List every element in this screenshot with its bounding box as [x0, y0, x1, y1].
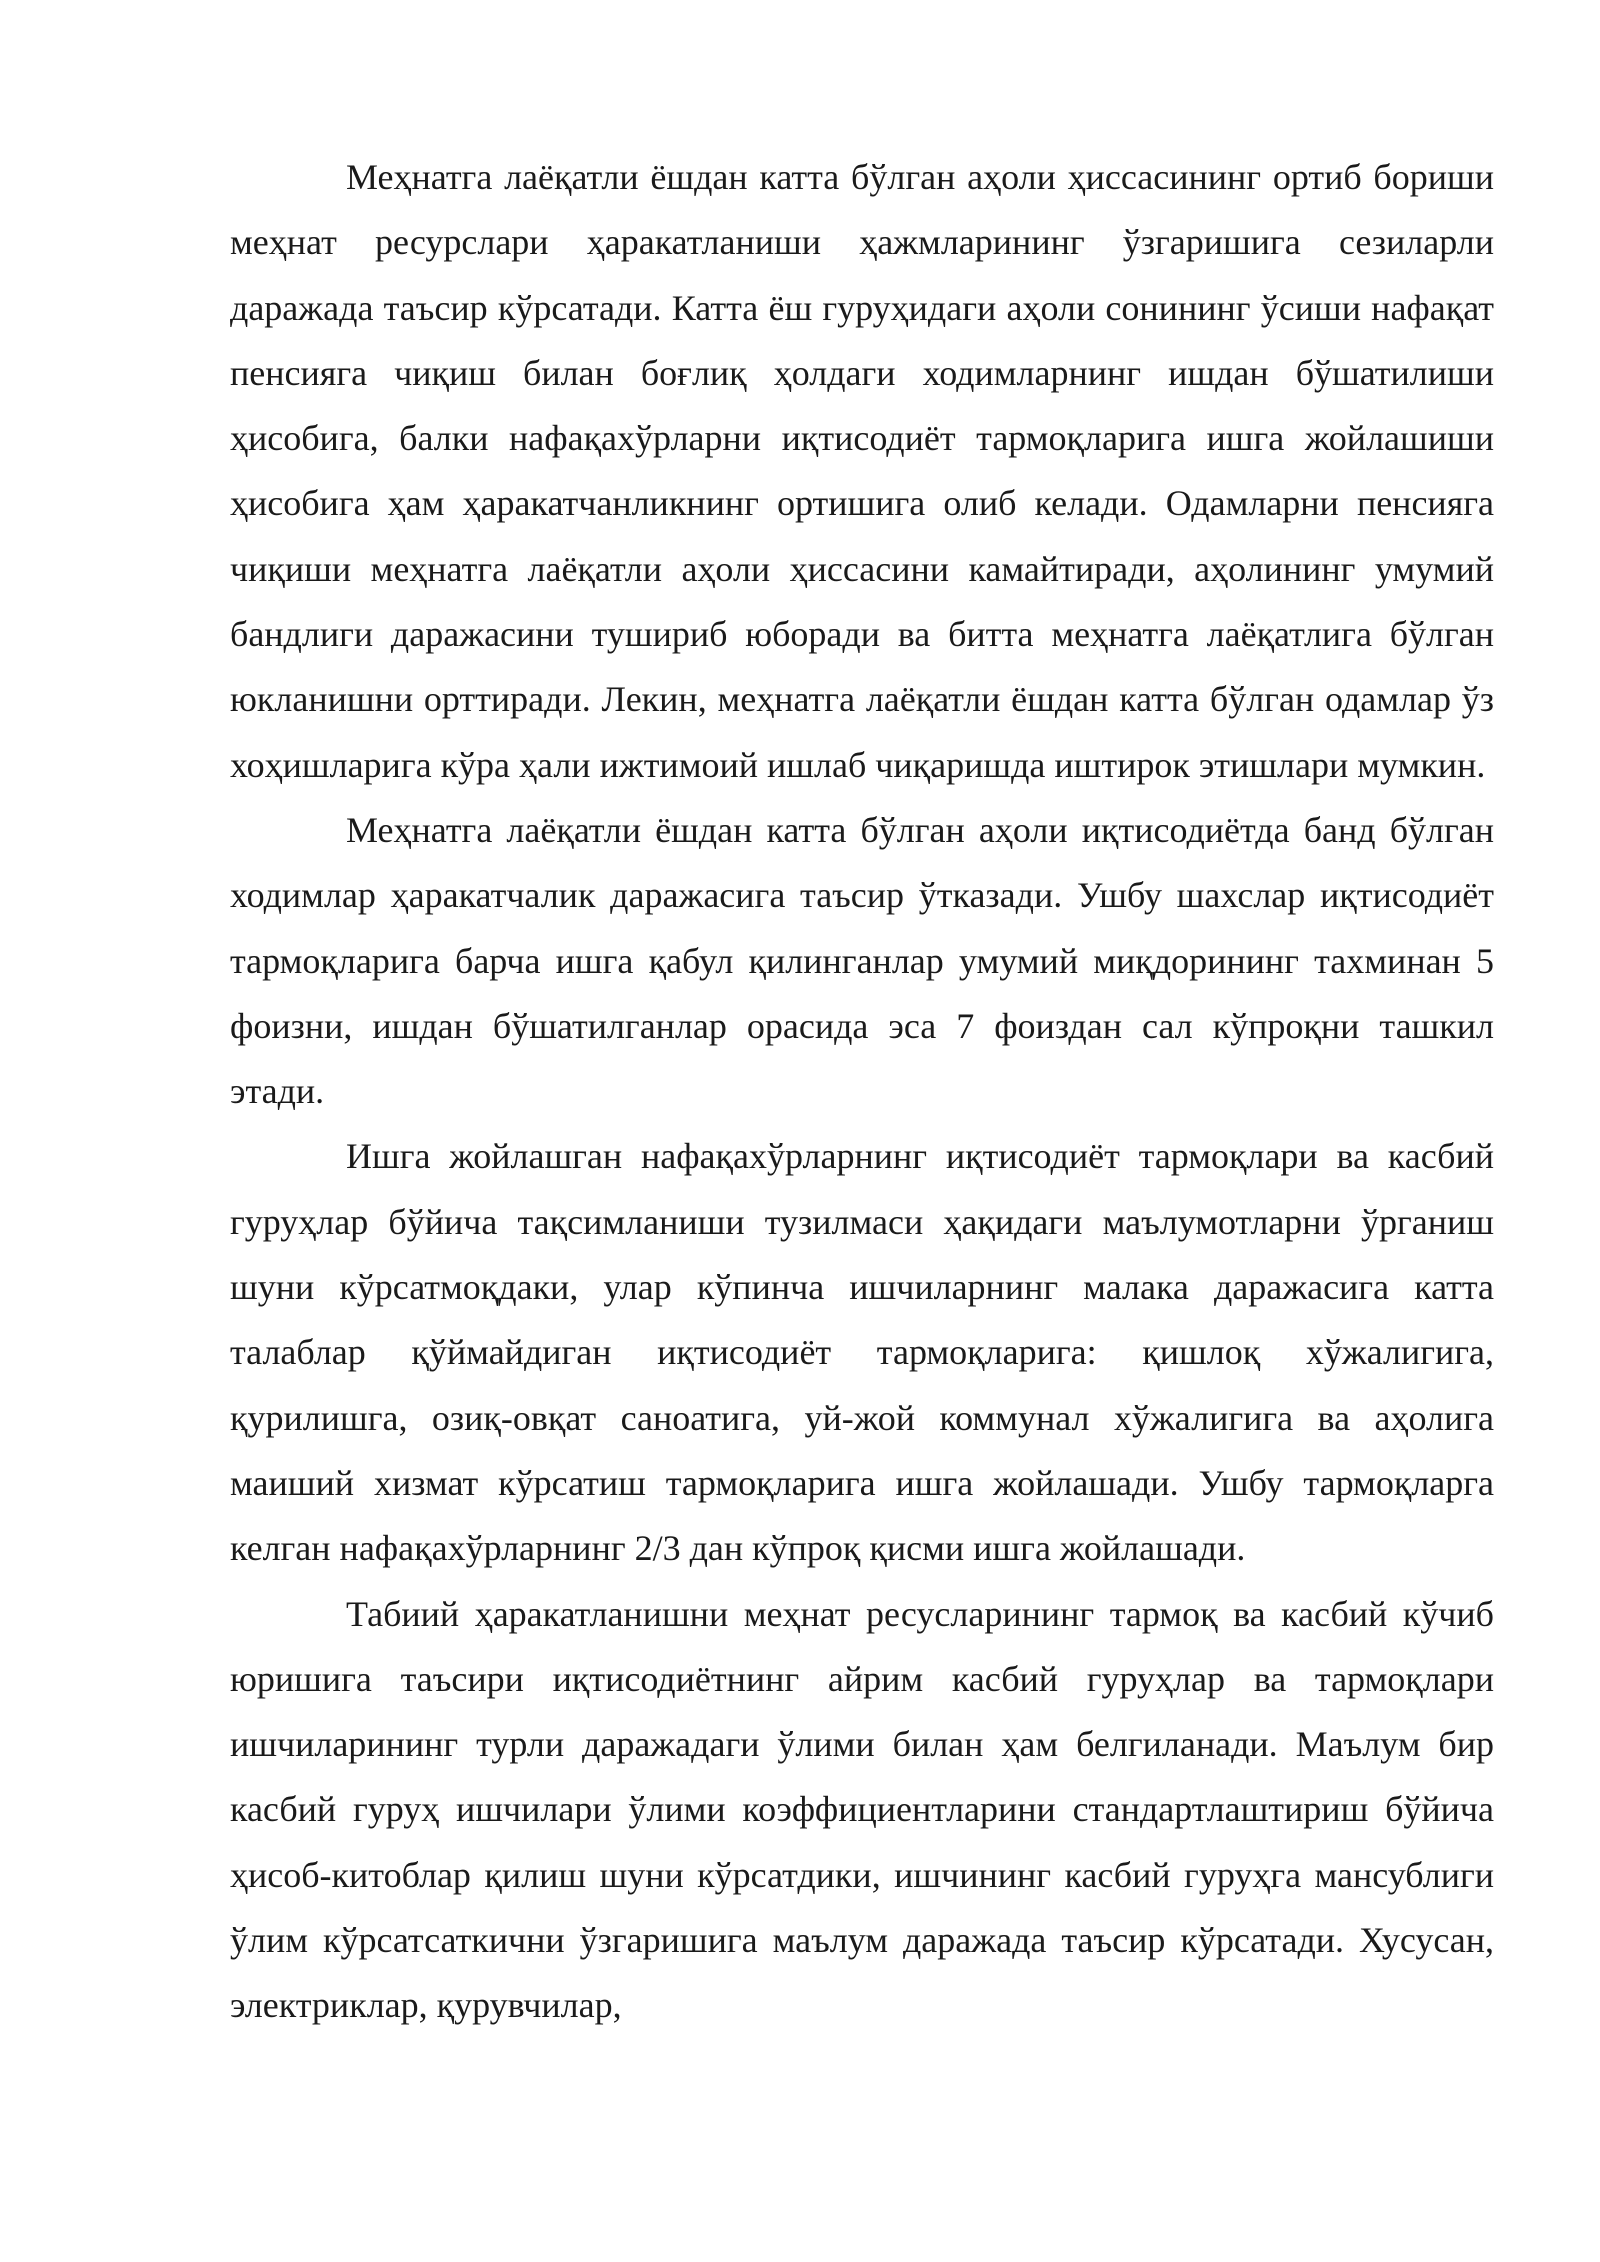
paragraph-3: Ишга жойлашган нафақахўрларнинг иқтисодиёт тармоқлари ва касбий гуруҳлар бўйича тақсимланиши тузилмаси ҳақидаги маълумотларни ўрганиш шуни кўрсатмоқдаки, улар кўпинча ишчиларнинг малака даражасига катта талаблар қўймайдиган иқтисодиёт тармоқларига: қишлоқ хўжалигига, қурилишга, озиқ-овқат саноатига, уй-жой коммунал хўжалигига ва аҳолига маиший хизмат кўрсатиш тармоқларига ишга жойлашади. Ушбу тармоқларга келган нафақахўрларнинг 2/3 дан кўпроқ қисми ишга жойлашади. — [230, 1136, 1494, 1569]
document-body — [230, 145, 1494, 2039]
paragraph-1: Меҳнатга лаёқатли ёшдан катта бўлган аҳоли ҳиссасининг ортиб бориши меҳнат ресурслари ҳаракатланиши ҳажмларининг ўзгаришига сезиларли даражада таъсир кўрсатади. Катта ёш гуруҳидаги аҳоли сонининг ўсиши нафақат пенсияга чиқиш билан боғлиқ ҳолдаги ходимларнинг ишдан бўшатилиши ҳисобига, балки нафақахўрларни иқтисодиёт тармоқларига ишга жойлашиши ҳисобига ҳам ҳаракатчанликнинг ортишига олиб келади. Одамларни пенсияга чиқиши меҳнатга лаёқатли аҳоли ҳиссасини камайтиради, аҳолининг умумий бандлиги даражасини тушириб юборади ва битта меҳнатга лаёқатлига бўлган юкланишни орттиради. Лекин, меҳнатга лаёқатли ёшдан катта бўлган одамлар ўз хоҳишларига кўра ҳали ижтимоий ишлаб чиқаришда иштирок этишлари мумкин. — [230, 157, 1494, 785]
paragraph-4: Табиий ҳаракатланишни меҳнат ресусларининг тармоқ ва касбий кўчиб юришига таъсири иқтисодиётнинг айрим касбий гуруҳлар ва тармоқлари ишчиларининг турли даражадаги ўлими билан ҳам белгиланади. Маълум бир касбий гуруҳ ишчилари ўлими коэффициентларини стандартлаштириш бўйича ҳисоб-китоблар қилиш шуни кўрсатдики, ишчининг касбий гуруҳга мансублиги ўлим кўрсатсаткични ўзгаришига маълум даражада таъсир кўрсатади. Хусусан, электриклар, қурувчилар, — [230, 1593, 1494, 2026]
paragraph-2: Меҳнатга лаёқатли ёшдан катта бўлган аҳоли иқтисодиётда банд бўлган ходимлар ҳаракатчалик даражасига таъсир ўтказади. Ушбу шахслар иқтисодиёт тармоқларига барча ишга қабул қилинганлар умумий миқдорининг тахминан 5 фоизни, ишдан бўшатилганлар орасида эса 7 фоиздан сал кўпроқни ташкил этади. — [230, 809, 1494, 1112]
